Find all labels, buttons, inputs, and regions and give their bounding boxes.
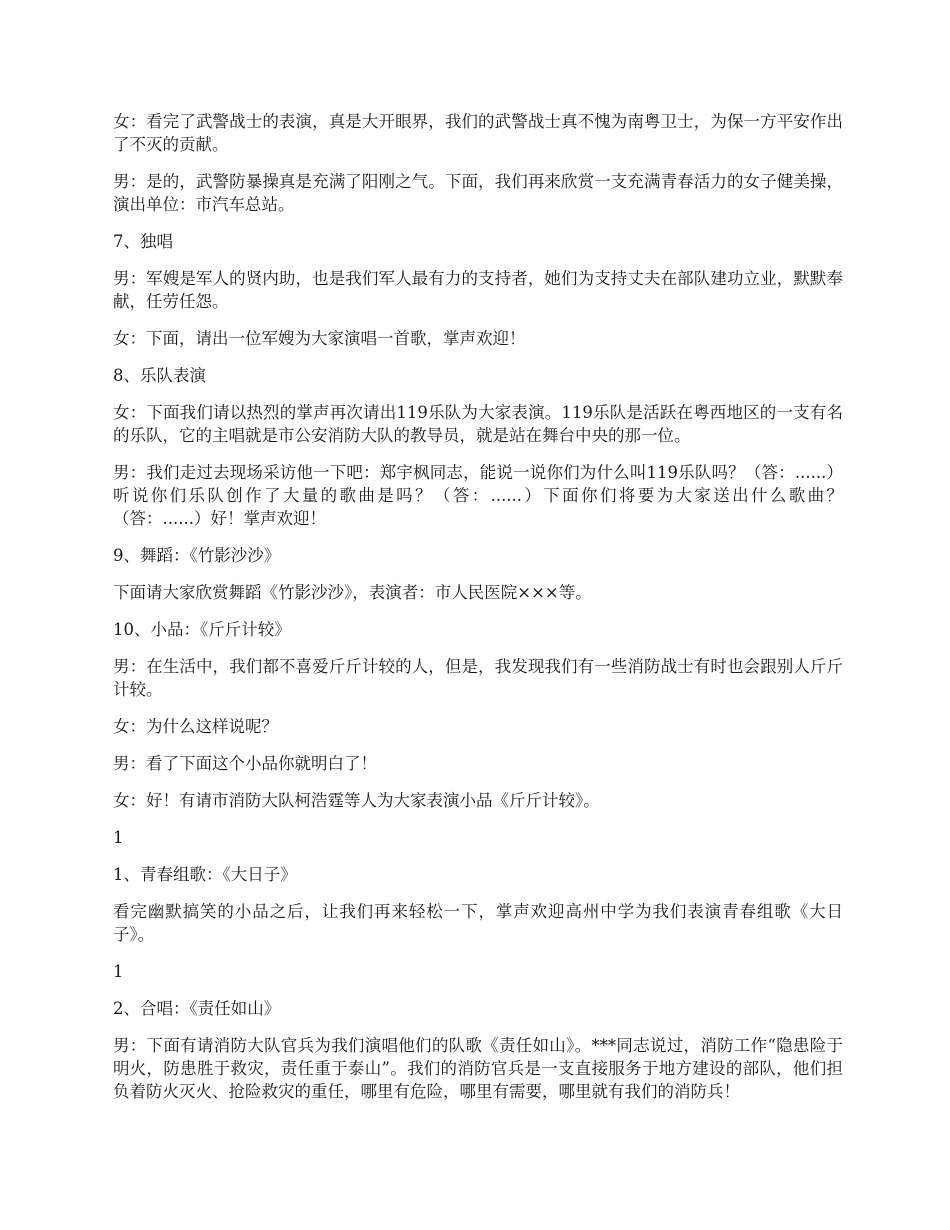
paragraph: 女：好！有请市消防大队柯浩霆等人为大家表演小品《斤斤计较》。 [113, 791, 600, 810]
paragraph: 男：是的，武警防暴操真是充满了阳刚之气。下面，我们再来欣赏一支充满青春活力的女子健美操，演出单位：市汽车总站。 [113, 172, 843, 214]
paragraph: 女：下面，请出一位军嫂为大家演唱一首歌，掌声欢迎！ [113, 329, 526, 348]
paragraph: 男：军嫂是军人的贤内助，也是我们军人最有力的支持者，她们为支持丈夫在部队建功立业，默默奉献，任劳任怨。 [113, 269, 843, 311]
paragraph: 男：看了下面这个小品你就明白了！ [113, 754, 377, 773]
page-marker: 1 [113, 828, 124, 847]
section-heading: 7、独唱 [113, 232, 173, 251]
paragraph: 女：为什么这样说呢？ [113, 717, 278, 736]
paragraph: 看完幽默搞笑的小品之后，让我们再来轻松一下，掌声欢迎高州中学为我们表演青春组歌《大日子》。 [113, 902, 843, 944]
section-heading: 10、小品：《斤斤计较》 [113, 620, 291, 639]
paragraph: 男：在生活中，我们都不喜爱斤斤计较的人，但是，我发现我们有一些消防战士有时也会跟别人斤斤计较。 [113, 657, 843, 699]
section-heading: 8、乐队表演 [113, 366, 206, 385]
section-heading: 2、合唱：《责任如山》 [113, 999, 281, 1018]
document-body [113, 110, 843, 1117]
paragraph: 下面请大家欣赏舞蹈《竹影沙沙》，表演者：市人民医院×××等。 [113, 583, 592, 602]
page-marker: 1 [113, 962, 124, 981]
paragraph: 男：我们走过去现场采访他一下吧：郑宇枫同志，能说一说你们为什么叫119乐队吗？（答：......）听说你们乐队创作了大量的歌曲是吗？（答：......）下面你们将要为大家送出什么歌曲？（答：......）好！掌声欢迎！ [113, 463, 843, 528]
paragraph: 女：看完了武警战士的表演，真是大开眼界，我们的武警战士真不愧为南粤卫士，为保一方平安作出了不灭的贡献。 [113, 112, 843, 154]
section-heading: 9、舞蹈：《竹影沙沙》 [113, 546, 281, 565]
section-heading: 1、青春组歌：《大日子》 [113, 865, 297, 884]
paragraph: 男：下面有请消防大队官兵为我们演唱他们的队歌《责任如山》。***同志说过，消防工作“隐患险于明火，防患胜于救灾，责任重于泰山”。我们的消防官兵是一支直接服务于地方建设的部队，他们担负着防火灭火、抢险救灾的重任，哪里有危险，哪里有需要，哪里就有我们的消防兵！ [113, 1036, 843, 1101]
paragraph: 女：下面我们请以热烈的掌声再次请出119乐队为大家表演。119乐队是活跃在粤西地区的一支有名的乐队，它的主唱就是市公安消防大队的教导员，就是站在舞台中央的那一位。 [113, 403, 843, 445]
